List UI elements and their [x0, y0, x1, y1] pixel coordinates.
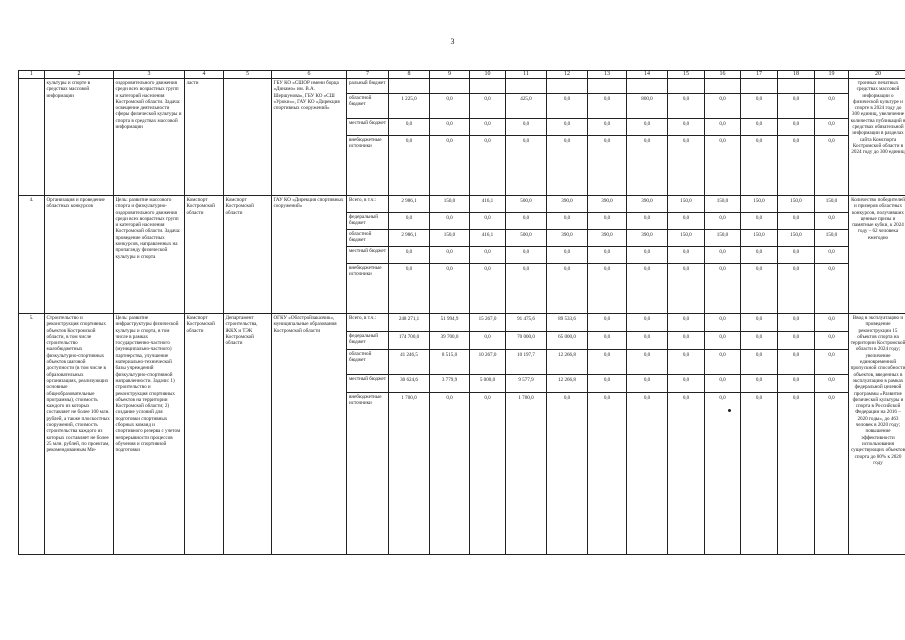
column-number-cell: 7 [347, 71, 389, 79]
funding-source: областной бюджет [347, 350, 389, 375]
responsible-executor: Комспорт Костромской области [185, 196, 224, 314]
column-number-cell: 2 [45, 71, 114, 79]
amount-cell: 0,0 [741, 314, 778, 332]
amount-cell: 0,0 [705, 375, 741, 393]
amount-cell [506, 79, 547, 94]
amount-cell: 150,0 [705, 196, 741, 213]
co-executor [224, 79, 272, 196]
amount-cell: 150,0 [815, 230, 849, 247]
amount-cell: 0,0 [778, 350, 815, 375]
amount-cell: 0,0 [547, 213, 588, 230]
amount-cell: 0,0 [778, 119, 815, 136]
amount-cell: 0,0 [668, 247, 705, 264]
amount-cell [389, 79, 430, 94]
amount-cell: 150,0 [430, 230, 470, 247]
amount-cell: 0,0 [705, 119, 741, 136]
page-number: 3 [450, 37, 455, 46]
activity-name: Строительство и реконструкция спортивных объектов Костромской области, в том числе строительство малобюджетных физкультурно-спортивных объектов шаговой доступности (в том числе в образовательных организациях, реализующих основные общеобразовательные программы), стоимость каждого из которых составляет не более 100 млн. рублей, а также плоскостных сооружений, стоимость строительства каждого из которых составляет не более 25 млн. рублей, по проектам, рекомендованным Ми- [45, 314, 114, 555]
amount-cell: 0,0 [705, 264, 741, 314]
amount-cell: 150,0 [741, 230, 778, 247]
column-number-cell: 9 [430, 71, 470, 79]
amount-cell: 0,0 [815, 136, 849, 196]
amount-cell: 0,0 [588, 247, 627, 264]
amount-cell [778, 79, 815, 94]
amount-cell: 51 994,9 [430, 314, 470, 332]
amount-cell: 0,0 [470, 213, 506, 230]
table-row [19, 79, 905, 94]
amount-cell: 0,0 [588, 350, 627, 375]
co-executor: Комспорт Костромской области [224, 196, 272, 314]
table-row [19, 196, 905, 213]
column-number-cell: 17 [741, 71, 778, 79]
amount-cell: 0,0 [815, 314, 849, 332]
amount-cell: 174 700,0 [389, 332, 430, 350]
amount-cell: 0,0 [741, 375, 778, 393]
responsible-executor: ласти [185, 79, 224, 196]
amount-cell: 12 266,8 [547, 375, 588, 393]
amount-cell: 0,0 [778, 314, 815, 332]
amount-cell: 3 779,9 [430, 375, 470, 393]
amount-cell: 0,0 [389, 264, 430, 314]
goal-text: оздоровительного движения среди всех возрастных групп и категорий населения Костромской области. Задача: освещение деятельности сферы физической культуры и спорта в средствах массовой информации [114, 79, 185, 196]
amount-cell: 0,0 [547, 393, 588, 555]
amount-cell [627, 79, 668, 94]
amount-cell: 0,0 [588, 136, 627, 196]
amount-cell: 0,0 [430, 247, 470, 264]
amount-cell: 416,1 [470, 196, 506, 213]
amount-cell: 0,0 [506, 264, 547, 314]
amount-cell: 150,0 [668, 196, 705, 213]
amount-cell: 0,0 [741, 213, 778, 230]
column-number-cell: 3 [114, 71, 185, 79]
column-number-cell: 11 [506, 71, 547, 79]
column-number-cell: 5 [224, 71, 272, 79]
amount-cell: 0,0 [741, 393, 778, 555]
funding-source: федеральный бюджет [347, 213, 389, 230]
row-number: 4. [19, 196, 45, 314]
column-number-cell: 8 [389, 71, 430, 79]
funding-source: местный бюджет [347, 247, 389, 264]
amount-cell: 0,0 [506, 213, 547, 230]
amount-cell [741, 79, 778, 94]
column-number-cell: 1 [19, 71, 45, 79]
amount-cell: 0,0 [470, 264, 506, 314]
amount-cell: 0,0 [705, 136, 741, 196]
amount-cell: 500,0 [506, 196, 547, 213]
amount-cell: 0,0 [668, 393, 705, 555]
amount-cell: 0,0 [547, 119, 588, 136]
amount-cell: 0,0 [778, 247, 815, 264]
amount-cell: 89 533,6 [547, 314, 588, 332]
amount-cell: 0,0 [778, 213, 815, 230]
amount-cell: 5 000,0 [470, 375, 506, 393]
column-number-cell: 16 [705, 71, 741, 79]
amount-cell: 0,0 [389, 136, 430, 196]
expected-result: Ввод в эксплуатацию и проведение реконструкции 15 объектов спорта на территории Костромской области в 2024 году; увеличение единовременной пропускной способности объектов, введенных в эксплуатацию в рамках федеральной целевой программы «Развитие физической культуры и спорта в Российской Федерации на 2016 – 2020 годы», до 463 человек в 2020 году; повышение эффективности использования существующих объектов спорта до 80% к 2020 году [849, 314, 905, 555]
amount-cell: 150,0 [668, 230, 705, 247]
amount-cell: 0,0 [430, 136, 470, 196]
participants: ГБУ КО «СШОР имени борца «Динамо» им. В.А. Шершунова», ГБУ КО «СШ «Уроки»», ГАУ КО «Дирекция спортивных сооружений» [272, 79, 347, 196]
amount-cell: 65 000,0 [547, 332, 588, 350]
amount-cell: 0,0 [430, 213, 470, 230]
amount-cell: 150,0 [705, 230, 741, 247]
amount-cell: 0,0 [627, 247, 668, 264]
amount-cell: 1 700,0 [506, 393, 547, 555]
funding-source: внебюджетные источники [347, 393, 389, 555]
amount-cell: 41 246,5 [389, 350, 430, 375]
column-number-cell: 13 [588, 71, 627, 79]
amount-cell: 0,0 [389, 119, 430, 136]
amount-cell: 9 577,9 [506, 375, 547, 393]
amount-cell: 91 475,6 [506, 314, 547, 332]
amount-cell: 390,0 [588, 230, 627, 247]
amount-cell: 0,0 [778, 332, 815, 350]
amount-cell: 0,0 [741, 119, 778, 136]
funding-source: областной бюджет [347, 94, 389, 119]
amount-cell: 0,0 [705, 94, 741, 119]
funding-source: областной бюджет [347, 230, 389, 247]
amount-cell: 12 266,8 [547, 350, 588, 375]
program-table [18, 70, 905, 555]
amount-cell: 0,0 [470, 119, 506, 136]
column-number-cell: 4 [185, 71, 224, 79]
amount-cell: 0,0 [815, 264, 849, 314]
amount-cell: 0,0 [547, 136, 588, 196]
amount-cell: 390,0 [627, 196, 668, 213]
amount-cell: 0,0 [588, 264, 627, 314]
amount-cell: 0,0 [668, 213, 705, 230]
amount-cell: 0,0 [815, 393, 849, 555]
amount-cell: 0,0 [705, 350, 741, 375]
table-row [19, 314, 905, 332]
amount-cell: 0,0 [470, 136, 506, 196]
amount-cell: 150,0 [815, 196, 849, 213]
funding-source: Всего, в т.ч.: [347, 196, 389, 213]
amount-cell: 0,0 [778, 94, 815, 119]
amount-cell: 150,0 [778, 230, 815, 247]
amount-cell: 0,0 [547, 264, 588, 314]
amount-cell: 0,0 [588, 119, 627, 136]
column-number-cell: 12 [547, 71, 588, 79]
amount-cell: 0,0 [470, 94, 506, 119]
amount-cell: 0,0 [430, 94, 470, 119]
amount-cell: 0,0 [815, 213, 849, 230]
column-number-cell: 14 [627, 71, 668, 79]
goal-text: Цель: развитие инфраструктуры физической культуры и спорта, в том числе в рамках государственно-частного (муниципально-частного) партнерства, улучшение материально-технической базы учреждений физкультурно-спортивной направленности. Задачи: 1) строительство и реконструкция спортивных объектов на территории Костромской области; 2) создание условий для подготовки спортивных сборных команд и спортивного резерва с учетом непрерывности процессов обучения и спортивной подготовки [114, 314, 185, 555]
funding-source: федеральный бюджет [347, 332, 389, 350]
amount-cell: 390,0 [627, 230, 668, 247]
amount-cell: 390,0 [547, 230, 588, 247]
amount-cell: 0,0 [668, 332, 705, 350]
amount-cell: 390,0 [588, 196, 627, 213]
amount-cell: 0,0 [778, 393, 815, 555]
amount-cell: 0,0 [741, 264, 778, 314]
amount-cell [815, 79, 849, 94]
amount-cell: 8 515,0 [430, 350, 470, 375]
amount-cell: 500,0 [506, 230, 547, 247]
amount-cell: 0,0 [627, 119, 668, 136]
amount-cell: 0,0 [815, 247, 849, 264]
amount-cell: 0,0 [430, 119, 470, 136]
amount-cell: 0,0 [668, 264, 705, 314]
participants: ГАУ КО «Дирекция спортивных сооружений» [272, 196, 347, 314]
activity-name: Организация и проведение областных конкурсов [45, 196, 114, 314]
amount-cell: 0,0 [815, 119, 849, 136]
amount-cell: 0,0 [705, 332, 741, 350]
amount-cell: 0,0 [741, 94, 778, 119]
amount-cell: 0,0 [547, 247, 588, 264]
amount-cell: 0,0 [506, 136, 547, 196]
amount-cell: 0,0 [470, 393, 506, 555]
amount-cell: 0,0 [741, 350, 778, 375]
amount-cell: 2 986,1 [389, 230, 430, 247]
amount-cell: 0,0 [588, 375, 627, 393]
amount-cell: 0,0 [627, 350, 668, 375]
funding-source: внебюджетные источники [347, 264, 389, 314]
amount-cell: 0,0 [815, 375, 849, 393]
activity-name: культуры и спорте в средствах массовой информации [45, 79, 114, 196]
co-executor: Департамент строительства, ЖКХ и ТЭК Костромской области [224, 314, 272, 555]
amount-cell: 0,0 [588, 94, 627, 119]
amount-cell: 0,0 [588, 332, 627, 350]
column-number-cell: 20 [849, 71, 905, 79]
amount-cell: 800,0 [627, 94, 668, 119]
amount-cell: 425,0 [506, 94, 547, 119]
funding-source: внебюджетные источники [347, 136, 389, 196]
amount-cell [547, 79, 588, 94]
amount-cell: 0,0 [815, 350, 849, 375]
amount-cell: 0,0 [430, 264, 470, 314]
amount-cell: 416,1 [470, 230, 506, 247]
amount-cell: 0,0 [668, 119, 705, 136]
column-number-cell: 19 [815, 71, 849, 79]
amount-cell: 390,0 [547, 196, 588, 213]
amount-cell: 15 267,0 [470, 314, 506, 332]
funding-source: местный бюджет [347, 375, 389, 393]
amount-cell: 0,0 [778, 136, 815, 196]
amount-cell: 1 700,0 [389, 393, 430, 555]
amount-cell: 2 986,1 [389, 196, 430, 213]
amount-cell [668, 79, 705, 94]
amount-cell: 0,0 [506, 119, 547, 136]
amount-cell: 0,0 [627, 264, 668, 314]
amount-cell: 0,0 [815, 332, 849, 350]
amount-cell: 0,0 [470, 332, 506, 350]
amount-cell: 0,0 [668, 375, 705, 393]
amount-cell: 150,0 [741, 196, 778, 213]
funding-source: Всего, в т.ч.: [347, 314, 389, 332]
amount-cell: 0,0 [705, 213, 741, 230]
header-row [19, 71, 905, 79]
amount-cell [705, 79, 741, 94]
amount-cell: 0,0 [506, 247, 547, 264]
amount-cell: 70 000,0 [506, 332, 547, 350]
amount-cell: 0,0 [815, 94, 849, 119]
amount-cell: 150,0 [778, 196, 815, 213]
amount-cell: 0,0 [389, 213, 430, 230]
amount-cell: 0,0 [588, 213, 627, 230]
amount-cell: 0,0 [668, 314, 705, 332]
amount-cell: 0,0 [588, 314, 627, 332]
amount-cell: 0,0 [547, 94, 588, 119]
amount-cell: 0,0 [627, 213, 668, 230]
amount-cell [588, 79, 627, 94]
amount-cell: 30 624,6 [389, 375, 430, 393]
responsible-executor: Комспорт Костромской области [185, 314, 224, 555]
funding-source: местный бюджет [347, 119, 389, 136]
amount-cell: 0,0 [430, 393, 470, 555]
amount-cell [470, 79, 506, 94]
amount-cell: 0,0 [627, 136, 668, 196]
amount-cell: 0,0 [741, 332, 778, 350]
amount-cell: 0,0 [470, 247, 506, 264]
amount-cell: 0,0 [778, 264, 815, 314]
amount-cell: 0,0 [668, 350, 705, 375]
column-number-cell: 10 [470, 71, 506, 79]
amount-cell: 0,0 [389, 247, 430, 264]
participants: ОГКУ «Облстройзаказчик», муниципальные образования Костромской области [272, 314, 347, 555]
amount-cell: 150,0 [430, 196, 470, 213]
amount-cell: 0,0 [778, 375, 815, 393]
amount-cell: 0,0 [741, 136, 778, 196]
amount-cell: 0,0 [627, 393, 668, 555]
amount-cell: 0,0 [741, 247, 778, 264]
amount-cell: 0,0 [705, 314, 741, 332]
amount-cell: 0,0 [705, 393, 741, 555]
column-number-cell: 15 [668, 71, 705, 79]
row-number [19, 79, 45, 196]
amount-cell: 0,0 [627, 375, 668, 393]
amount-cell: 0,0 [627, 332, 668, 350]
amount-cell: 10 197,7 [506, 350, 547, 375]
amount-cell: 0,0 [627, 314, 668, 332]
amount-cell [430, 79, 470, 94]
funding-source: ральный бюджет [347, 79, 389, 94]
column-number-cell: 18 [778, 71, 815, 79]
expected-result: Количество победителей и призеров областных конкурсов, получивших ценные призы и памятные кубки, к 2024 году – 62 человека ежегодно [849, 196, 905, 314]
amount-cell: 0,0 [668, 94, 705, 119]
amount-cell: 39 700,0 [430, 332, 470, 350]
amount-cell: 248 271,1 [389, 314, 430, 332]
column-number-cell: 6 [272, 71, 347, 79]
amount-cell: 0,0 [668, 136, 705, 196]
amount-cell: 0,0 [588, 393, 627, 555]
amount-cell: 1 225,0 [389, 94, 430, 119]
amount-cell: 10 267,0 [470, 350, 506, 375]
expected-result: тронных печатных средствах массовой информации о физической культуре и спорте в 2024 году до 300 единиц, увеличение количества публикаций в средствах обязательной информации в разделах сайта Комспорта Костромской области в 2024 году до 300 единиц [849, 79, 905, 196]
scan-dot [728, 409, 731, 412]
amount-cell: 0,0 [705, 247, 741, 264]
goal-text: Цель: развитие массового спорта и физкультурно-оздоровительного движения среди всех возрастных групп и категорий населения Костромской области. Задача: проведение областных конкурсов, направленных на пропаганду физической культуры и спорта [114, 196, 185, 314]
row-number: 5. [19, 314, 45, 555]
